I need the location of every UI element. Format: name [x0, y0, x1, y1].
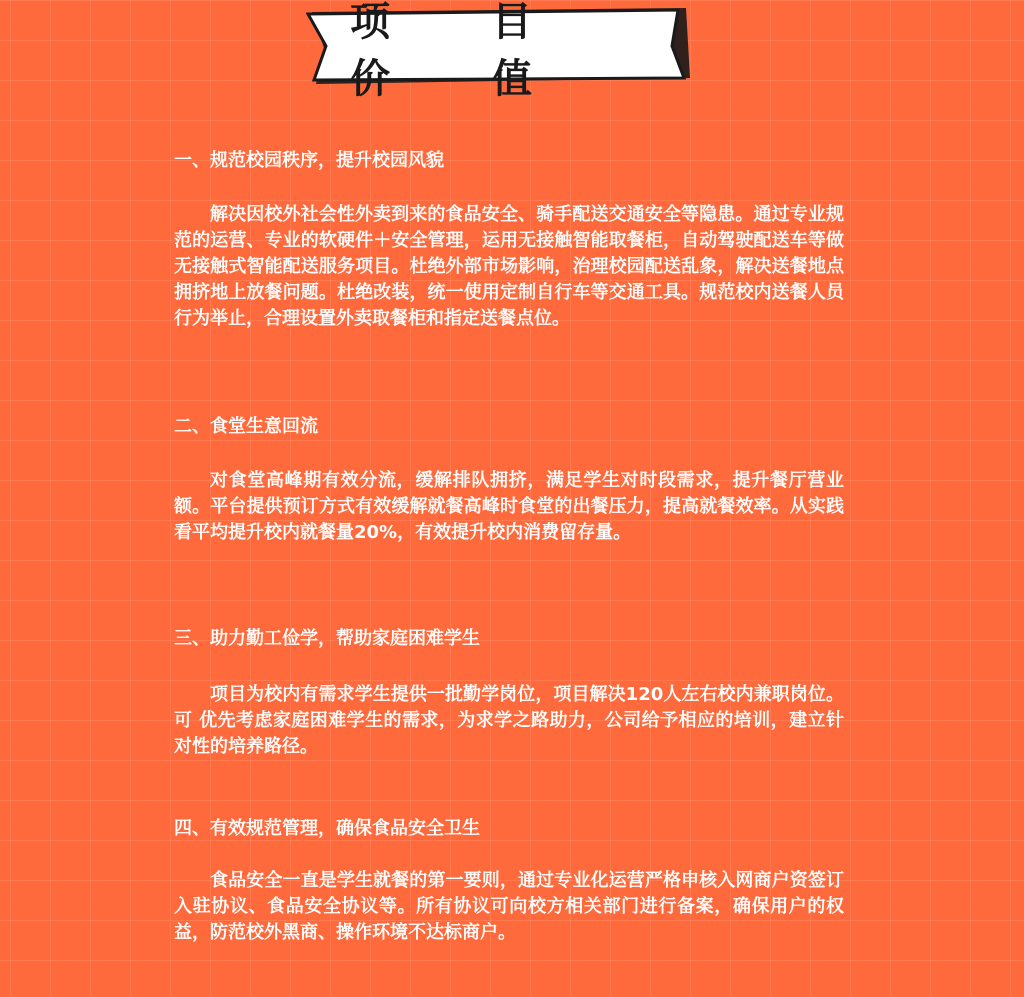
section-heading: 二、食堂生意回流	[174, 416, 318, 437]
title-banner	[306, 0, 692, 102]
section-heading: 四、有效规范管理，确保食品安全卫生	[174, 818, 480, 839]
page-title: 项 目 价 值	[350, 0, 576, 102]
section-regulate-campus	[174, 150, 844, 332]
section-body: 项目为校内有需求学生提供一批勤学岗位，项目解决120人左右校内兼职岗位。可 优先考虑家庭困难学生的需求，为求学之路助力，公司给予相应的培训，建立针对性的培养路径。	[174, 684, 844, 757]
section-heading: 一、规范校园秩序，提升校园风貌	[174, 150, 444, 171]
section-heading: 三、助力勤工俭学，帮助家庭困难学生	[174, 628, 480, 649]
section-food-safety	[174, 818, 844, 946]
section-body: 食品安全一直是学生就餐的第一要则，通过专业化运营严格申核入网商户资签订入驻协议、食品安全协议等。所有协议可向校方相关部门进行备案，确保用户的权益，防范校外黑商、操作环境不达标商户。	[174, 870, 844, 943]
section-body: 解决因校外社会性外卖到来的食品安全、骑手配送交通安全等隐患。通过专业规范的运营、专业的软硬件＋安全管理，运用无接触智能取餐柜，自动驾驶配送车等做无接触式智能配送服务项目。杜绝外部市场影响，治理校园配送乱象，解决送餐地点拥挤地上放餐问题。杜绝改装，统一使用定制自行车等交通工具。规范校内送餐人员行为举止，合理设置外卖取餐柜和指定送餐点位。	[174, 204, 844, 329]
section-canteen-business	[174, 416, 844, 546]
section-body: 对食堂高峰期有效分流，缓解排队拥挤，满足学生对时段需求，提升餐厅营业额。平台提供预订方式有效缓解就餐高峰时食堂的出餐压力，提高就餐效率。从实践看平均提升校内就餐量20%，有效提升校内消费留存量。	[174, 470, 844, 543]
section-work-study	[174, 628, 844, 760]
